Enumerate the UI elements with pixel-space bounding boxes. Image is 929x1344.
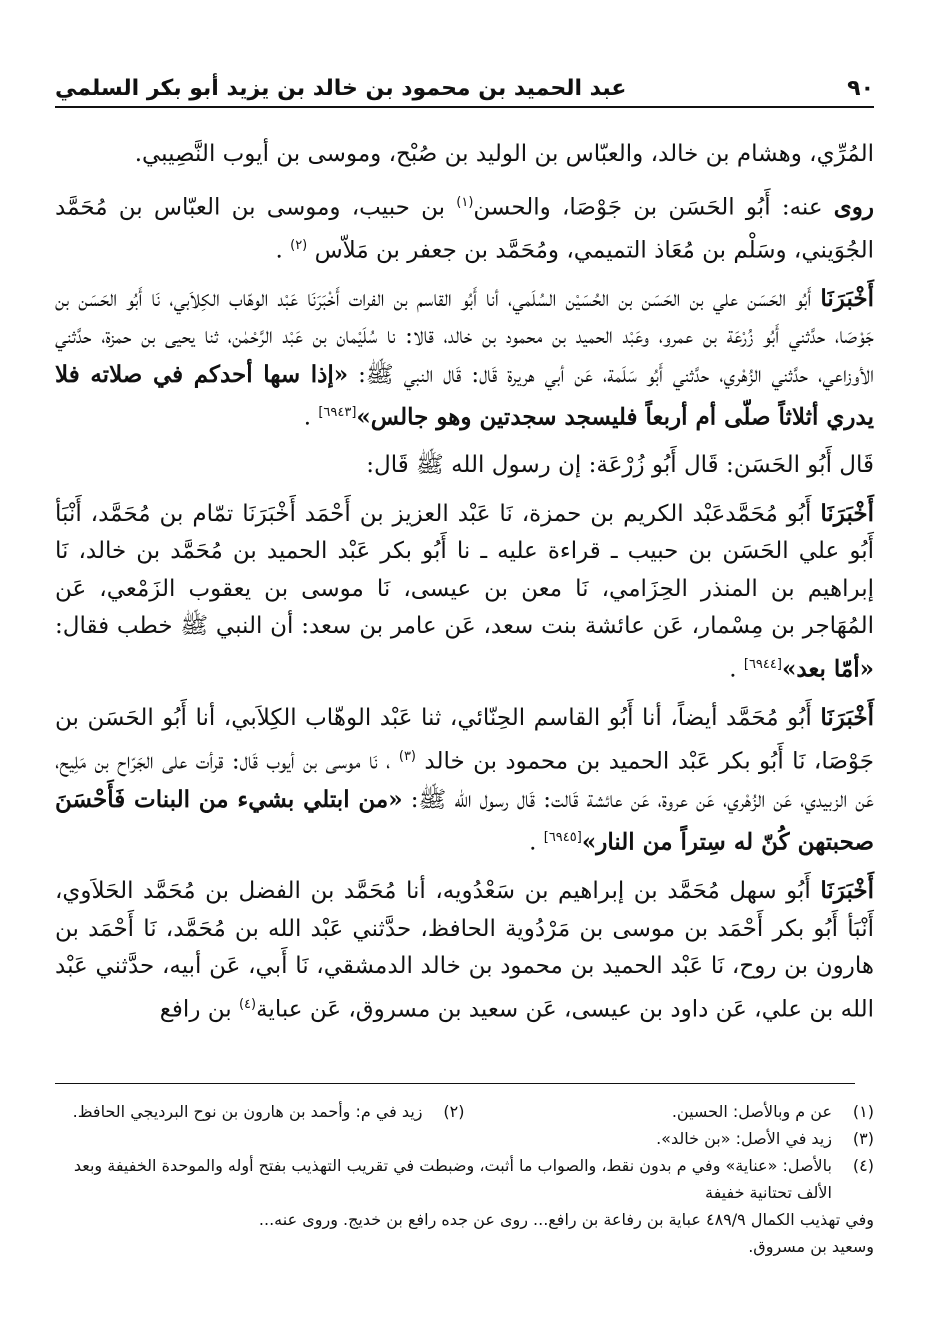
footnote-marker: (٤) <box>238 996 257 1012</box>
footnote-text: زيد في م: وأحمد بن هارون بن نوح البرديجي الحافظ. <box>72 1102 423 1121</box>
footnote-marker: (٣) <box>398 748 416 764</box>
paragraph-lead: أَخْبَرَنَا <box>820 877 875 905</box>
paragraph <box>55 872 874 1029</box>
paragraph <box>55 280 874 438</box>
paragraph-lead: أَخْبَرَنَا <box>820 704 875 732</box>
footnote-1 <box>465 1098 875 1125</box>
paragraph-end: . <box>303 404 311 431</box>
main-text <box>55 136 874 1039</box>
paragraph-text: ، نَا موسى بن أيوب قَال: قرأت على الجَرّاح بن مَلِيح، عَن الزبيدي، عَن الزُهْري، عَن عروة، عَن عائشة قَالت: قَال رسول الله ﷺ: <box>55 748 875 813</box>
paragraph <box>55 699 874 862</box>
footnote-separator <box>55 1083 855 1084</box>
paragraph-text: عنه: أَبُو الحَسَن بن جَوْصَا، والحسن <box>473 194 823 221</box>
footnote-number: (٤) <box>852 1156 874 1175</box>
hadith-text: «إذا سها أحدكم في صلاته فلا يدري أثلاثاً صلّى أم أربعاً فليسجد سجدتين وهو جالس» <box>55 360 874 431</box>
paragraph <box>55 495 874 689</box>
footnote-continuation: وسعيد بن مسروق. <box>748 1237 874 1256</box>
hadith-ref: [٦٩٤٣] <box>318 405 357 421</box>
paragraph-text: أَبُو مُحَمَّد أيضاً، أنا أَبُو القاسم الحِنّائي، ثنا عَبْد الوهّاب الكِلاَبي، أنا أَبُو الحَسَن بن جَوْصَا، نَا أَبُو بكر عَبْد الحميد بن محمود بن خالد <box>55 705 874 775</box>
paragraph-text: بن حبيب، وموسى بن العبّاس بن مُحَمَّد الجُوَيني، وسَلْم بن مُعَاذ التميمي، ومُحَمَّد بن جعفر بن مَلاّس <box>55 194 874 264</box>
footnote-continuation: وفي تهذيب الكمال ٤٨٩/٩ عباية بن رفاعة بن رافع... روى عن جده رافع بن خديج. وروى عنه... <box>258 1210 874 1229</box>
footnote-text: بالأصل: «عناية» وفي م بدون نقط، والصواب ما أثبت، وضبطت في تقريب التهذيب بفتح أوله والموحدة الخفيفة وبعد الألف تحتانية خفيفة <box>73 1156 832 1202</box>
running-header <box>55 66 874 108</box>
footnote-3 <box>55 1125 874 1152</box>
paragraph-text: أَبُو الحَسَن علي بن الحَسَن بن الحُسَيْن السُلَمي، أنا أَبُو القاسم بن الفرات أَخْبَرَنَا عَبْد الوهّاب الكِلاَبي، نَا أَبُو الحَسَن بن جَوْصَا، حدَّثني أَبُو زُرْعَة بن عمرو، وعَبْد الحميد بن محمود بن خالد، قالا: نا سُلَيْمان بن عَبْد الرَّحْمٰن، ثنا يحيى بن حمزة، حدَّثني الأوزاعي، حدَّثني الزُهْري، حدَّثني أَبُو سَلَمة، عَن أبي هريرة قَال: قَال النبي ﷺ: <box>55 285 875 388</box>
paragraph-lead: روى <box>833 193 875 221</box>
footnote-marker: (٢) <box>290 237 308 253</box>
hadith-ref: [٦٩٤٤] <box>743 656 782 672</box>
footnote-row <box>55 1098 874 1125</box>
paragraph-text: قَال أَبُو الحَسَن: قَال أَبُو زُرْعَة: إن رسول الله ﷺ قَال: <box>366 452 874 479</box>
footnote-number: (٢) <box>443 1102 465 1121</box>
footnote-4 <box>55 1152 874 1206</box>
hadith-ref: [٦٩٤٥] <box>543 830 582 846</box>
footnote-number: (٣) <box>852 1129 874 1148</box>
footnote-marker: (١) <box>456 194 474 210</box>
paragraph-end: . <box>729 656 737 683</box>
paragraph-text: أَبُو سهل مُحَمَّد بن إبراهيم بن سَعْدُويه، أنا مُحَمَّد بن الفضل بن مُحَمَّد الحَلاَوي، أَنْبَأ أَبُو بكر أَحْمَد بن موسى بن مَرْدُوية الحافظ، حدَّثني عَبْد الله بن مُحَمَّد، نَا أَحْمَد بن هارون بن روح، نَا عَبْد الحميد بن محمود بن خالد الدمشقي، نَا أَبي، عَن أبيه، حدَّثني عَبْد الله بن علي، عَن داود بن عيسى، عَن سعيد بن مسروق، عَن عباية <box>55 878 874 1023</box>
footnote-number: (١) <box>852 1102 874 1121</box>
footnote-2 <box>55 1098 465 1125</box>
paragraph <box>55 136 874 174</box>
running-title: عبد الحميد بن محمود بن خالد بن يزيد أبو بكر السلمي <box>55 76 627 101</box>
paragraph-lead: أَخْبَرَنَا <box>820 499 874 527</box>
paragraph <box>55 447 874 485</box>
paragraph <box>55 184 874 270</box>
hadith-text: «أمّا بعد» <box>781 655 874 683</box>
paragraph-text: بن رافع <box>159 996 232 1023</box>
paragraph-end: . <box>529 829 537 856</box>
footnote-text: زيد في الأصل: «بن خالد». <box>656 1129 832 1148</box>
footnotes <box>55 1098 874 1260</box>
paragraph-text: أَبُو مُحَمَّدعَبْد الكريم بن حمزة، نَا عَبْد العزيز بن أَحْمَد أَخْبَرَنَا تمّام بن مُحَمَّد، أَنْبَأ أَبُو علي الحَسَن بن حبيب ـ قراءة عليه ـ نا أَبُو بكر عَبْد الحميد بن مُحَمَّد بن خالد، نَا إبراهيم بن المنذر الحِزَامي، نَا معن بن عيسى، نَا موسى بن يعقوب الزَمْعي، عَن المُهَاجر بن مِسْمار، عَن عائشة بنت سعد، عَن عامر بن سعد: أن النبي ﷺ خطب فقال: <box>55 500 874 640</box>
paragraph-end: . <box>275 237 283 264</box>
footnote-text: عن م وبالأصل: الحسين. <box>671 1102 832 1121</box>
paragraph-text: المُرِّي، وهشام بن خالد، والعبّاس بن الوليد بن صُبْح، وموسى بن أيوب النَّصِيبي. <box>134 141 874 167</box>
hadith-text: «من ابتلي بشيء من البنات فَأَحْسَنَ صحبتهن كُنّ له سِتراً من النار» <box>55 785 874 856</box>
page-number: ٩٠ <box>847 76 874 101</box>
paragraph-lead: أَخْبَرَنَا <box>820 284 874 312</box>
